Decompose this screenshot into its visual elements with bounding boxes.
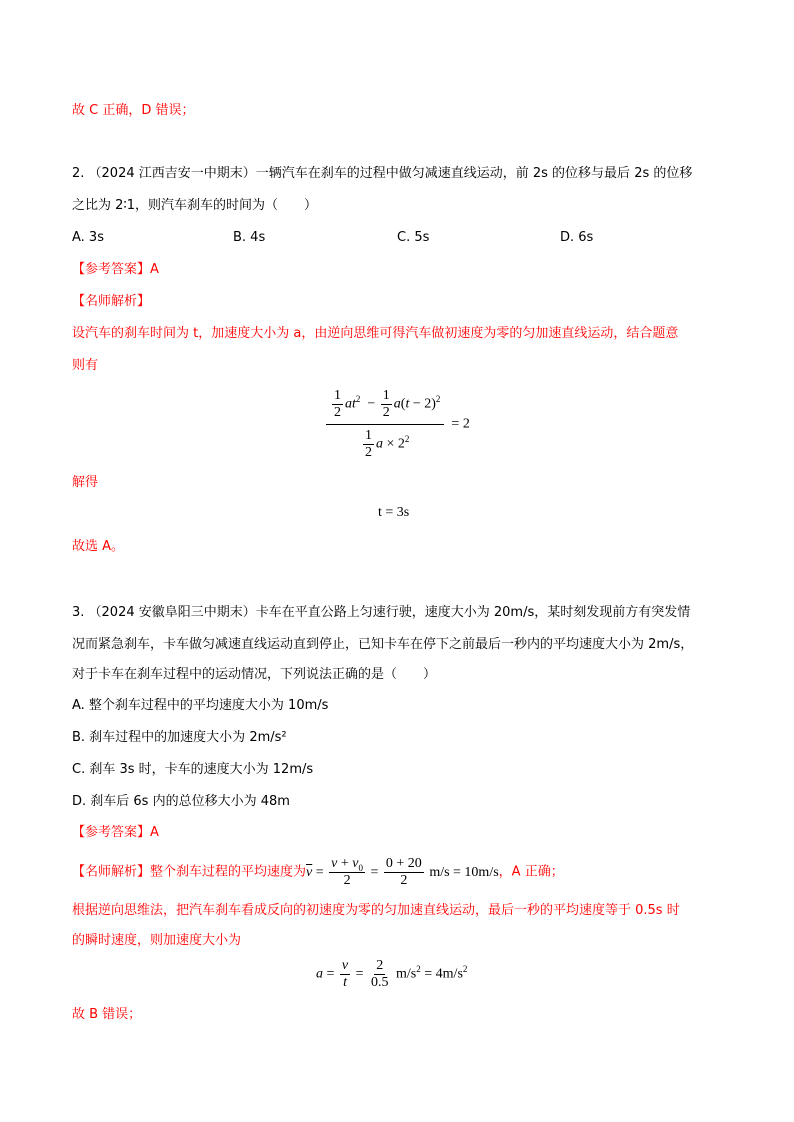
q3-option-c: C. 刹车 3s 时，卡车的速度大小为 12m/s bbox=[72, 762, 314, 777]
q2-result: t = 3s bbox=[378, 505, 410, 520]
q2-conclusion: 故选 A。 bbox=[72, 539, 125, 554]
q2-answer: 【参考答案】A bbox=[72, 262, 159, 277]
q3-option-d: D. 刹车后 6s 内的总位移大小为 48m bbox=[72, 794, 290, 809]
q3-option-b: B. 刹车过程中的加速度大小为 2m/s² bbox=[72, 730, 287, 745]
q3-analysis-line2: 根据逆向思维法，把汽车刹车看成反向的初速度为零的匀加速直线运动，最后一秒的平均速度等于 0.5s 时 bbox=[72, 903, 680, 918]
previous-conclusion: 故 C 正确，D 错误； bbox=[72, 103, 195, 118]
q3-analysis-line3: 的瞬时速度，则加速度大小为 bbox=[72, 933, 242, 948]
q3-analysis-tail1: ，A 正确； bbox=[498, 864, 564, 880]
q2-option-b: B. 4s bbox=[233, 230, 266, 245]
q2-option-d: D. 6s bbox=[560, 230, 594, 245]
q3-conclusion: 故 B 错误； bbox=[72, 1007, 142, 1022]
q3-stem-line2: 况而紧急刹车，卡车做匀减速直线运动直到停止，已知卡车在停下之前最后一秒内的平均速度大小为 2m/s， bbox=[72, 637, 694, 652]
q3-stem-line3: 对于卡车在刹车过程中的运动情况，下列说法正确的是（ ） bbox=[72, 667, 437, 682]
q3-stem-line1: 3. （2024 安徽阜阳三中期末）卡车在平直公路上匀速行驶，速度大小为 20m/s，某时刻发现前方有突发情 bbox=[72, 605, 691, 620]
q3-acceleration-formula: a = $\frac{v}{t}$ = $\frac{2}{0.5}$ $m/s^2 = 4m/s^2$ bbox=[316, 958, 468, 990]
q2-analysis-line1: 设汽车的刹车时间为 t，加速度大小为 a，由逆向思维可得汽车做初速度为零的匀加速直线运动，结合题意 bbox=[72, 326, 679, 341]
q3-analysis-text1: 整个刹车过程的平均速度为 bbox=[150, 864, 307, 880]
q2-equation: $\frac{1}{2}$ $at^2$ − $\frac{1}{2}$ $a(t - 2)^2$ $\frac{1}{2}$ $a \times 2^2$ = 2 bbox=[326, 388, 470, 461]
q2-solve-label: 解得 bbox=[72, 475, 99, 490]
q3-analysis-label: 【名师解析】 bbox=[72, 864, 151, 880]
q2-analysis-line2: 则有 bbox=[72, 358, 99, 373]
q2-stem-line2: 之比为 2∶1，则汽车刹车的时间为（ ） bbox=[72, 198, 318, 213]
q3-answer: 【参考答案】A bbox=[72, 825, 159, 840]
q2-option-a: A. 3s bbox=[72, 230, 104, 245]
q2-stem-line1: 2. （2024 江西吉安一中期末）一辆汽车在刹车的过程中做匀减速直线运动，前 2s 的位移与最后 2s 的位移 bbox=[72, 166, 693, 181]
q2-option-c: C. 5s bbox=[397, 230, 430, 245]
q3-option-a: A. 整个刹车过程中的平均速度大小为 10m/s bbox=[72, 698, 329, 713]
q3-avg-velocity-formula: $\overline{v}$ = $\frac{v + v_0}{2}$ = $\frac{0 + 20}{2}$ m/s = 10m/s bbox=[306, 856, 499, 888]
q2-analysis-label: 【名师解析】 bbox=[72, 294, 151, 309]
q3-analysis-first-line bbox=[72, 856, 564, 889]
